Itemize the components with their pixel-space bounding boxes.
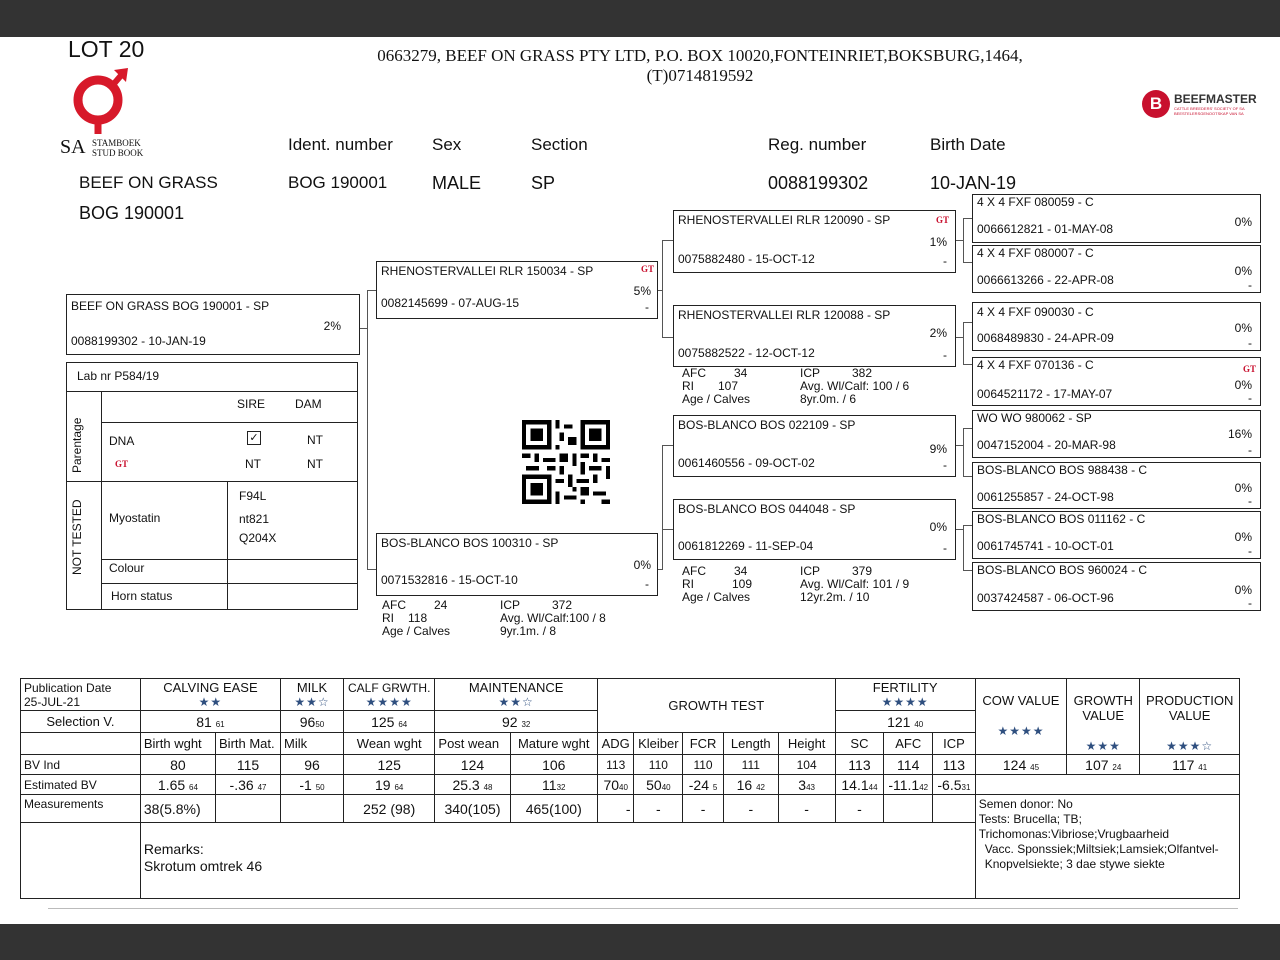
ggp7-name: BOS-BLANCO BOS 011162 - C xyxy=(977,512,1146,526)
pub-date-label: Publication Date xyxy=(24,680,112,695)
reg-label: Reg. number xyxy=(768,135,867,154)
connector xyxy=(662,445,663,570)
ebv-cell: -.36 xyxy=(229,776,254,793)
logo-stamboek: STAMBOEK xyxy=(92,138,141,148)
ebv-empty xyxy=(975,775,1239,795)
ebv-sub: 42 xyxy=(756,782,765,792)
pedigree-box-ggp1[interactable] xyxy=(972,194,1261,243)
ggp2-name: 4 X 4 FXF 080007 - C xyxy=(977,246,1094,260)
beefmaster-brand: BEEFMASTER xyxy=(1174,92,1257,106)
gp4-avg-wl: Avg. Wl/Calf: 101 / 9 xyxy=(800,577,910,591)
owner-name: BEEF ON GRASS xyxy=(79,173,218,192)
sel-milk: 96 xyxy=(299,713,316,730)
gp3-name: BOS-BLANCO BOS 022109 - SP xyxy=(678,418,856,432)
bv-cell: 113 xyxy=(835,755,884,775)
dam-name: BOS-BLANCO BOS 100310 - SP xyxy=(381,536,559,550)
pedigree-box-ggp4[interactable] xyxy=(972,357,1261,406)
dam-icp-label: ICP xyxy=(500,598,521,612)
logo-sa: SA xyxy=(60,136,86,158)
myostatin-q204x: Q204X xyxy=(239,531,277,545)
ggp1-name: 4 X 4 FXF 080059 - C xyxy=(977,195,1094,209)
meas-cell: 340(105) xyxy=(435,795,510,823)
semen-donor: Semen donor: No xyxy=(978,797,1073,811)
gp3-reg: 0061460556 - 09-OCT-02 xyxy=(678,456,815,470)
remarks-cell xyxy=(140,823,975,899)
bv-row xyxy=(21,755,1240,775)
ggp5-reg: 0047152004 - 20-MAR-98 xyxy=(977,438,1116,452)
meas-cell: 38(5.8%) xyxy=(140,795,215,823)
ebv-cell: -24 xyxy=(688,776,709,793)
col-birth-wght: Birth wght xyxy=(140,733,215,755)
bv-cell: 111 xyxy=(723,755,778,775)
ggp4-reg: 0064521172 - 17-MAY-07 xyxy=(977,387,1113,401)
tests-line2: Trichomonas:Vibriose;Vrugbaarheid xyxy=(978,827,1170,841)
bv-cow: 124 xyxy=(1002,756,1027,773)
bv-cell: 113 xyxy=(597,755,634,775)
meas-cell xyxy=(884,795,933,823)
beefmaster-b-icon: B xyxy=(1142,90,1170,118)
ggp6-pct: 0% xyxy=(1234,481,1252,495)
dam-afc: 24 xyxy=(434,598,448,612)
bv-cell: 110 xyxy=(683,755,724,775)
ggp5-name: WO WO 980062 - SP xyxy=(977,411,1092,425)
meas-cell: - xyxy=(683,795,724,823)
pedigree-box-ggp5[interactable] xyxy=(972,410,1261,458)
gp1-pct: 1% xyxy=(929,235,947,249)
bv-cell: 124 xyxy=(435,755,510,775)
vaccinations-line2: Knopvelsiekte; 3 dae stywe siekte xyxy=(984,857,1165,871)
bv-cell: 96 xyxy=(281,755,344,775)
ggp6-dash: - xyxy=(1248,494,1252,508)
gp1-reg: 0075882480 - 15-OCT-12 xyxy=(678,252,815,266)
bv-growth-sub: 24 xyxy=(1112,762,1122,772)
ebv-label: Estimated BV xyxy=(21,775,141,795)
sire-box[interactable] xyxy=(376,261,658,319)
bv-cell: 114 xyxy=(884,755,933,775)
pedigree-box-ggp3[interactable] xyxy=(972,302,1261,351)
gt-logo-icon: GT xyxy=(115,459,129,469)
gp4-name: BOS-BLANCO BOS 044048 - SP xyxy=(678,502,856,516)
calf-growth-header: CALF GRWTH. xyxy=(347,680,431,695)
gp4-afc: 34 xyxy=(734,564,748,578)
col-wean-wght: Wean wght xyxy=(343,733,434,755)
ggp2-dash: - xyxy=(1248,278,1252,292)
sel-calf: 125 xyxy=(371,713,395,730)
ebv-cell: 50 xyxy=(646,776,662,793)
subject-name: BEEF ON GRASS BOG 190001 - SP xyxy=(71,299,270,313)
gp2-afc: 34 xyxy=(734,366,748,380)
bv-prod-sub: 41 xyxy=(1198,762,1208,772)
gt-dam-value: NT xyxy=(307,457,323,471)
bv-prod: 117 xyxy=(1172,756,1195,773)
ident-label: Ident. number xyxy=(288,135,393,154)
remarks-gutter xyxy=(21,823,141,899)
growth-value-header: GROWTH VALUE xyxy=(1073,693,1133,723)
ebv-sub: 64 xyxy=(189,782,198,792)
bv-cell: 104 xyxy=(778,755,835,775)
ggp1-reg: 0066612821 - 01-MAY-08 xyxy=(977,222,1114,236)
ggp2-pct: 0% xyxy=(1234,264,1252,278)
bv-cell: 115 xyxy=(216,755,281,775)
subject-reg: 0088199302 - 10-JAN-19 xyxy=(71,334,206,348)
ebv-cell: -6.5 xyxy=(937,776,962,793)
meas-cell xyxy=(281,795,344,823)
cow-value-header: COW VALUE xyxy=(982,693,1060,708)
breeder-address xyxy=(330,46,1070,86)
selection-label: Selection V. xyxy=(21,711,141,733)
col-mature-wght: Mature wght xyxy=(510,733,597,755)
ggp2-reg: 0066613266 - 22-APR-08 xyxy=(977,273,1114,287)
lab-number: Lab nr P584/19 xyxy=(77,369,160,383)
connector xyxy=(662,337,673,338)
ggp3-pct: 0% xyxy=(1234,321,1252,335)
sel-calving-sub: 61 xyxy=(215,719,225,729)
gt-logo-icon: GT xyxy=(936,215,950,225)
ggp4-pct: 0% xyxy=(1234,378,1252,392)
cow-value-stars: ★★★★ xyxy=(997,724,1045,738)
dam-ri: 118 xyxy=(408,611,428,625)
sire-name: RHENOSTERVALLEI RLR 150034 - SP xyxy=(381,264,594,278)
footer-rule xyxy=(48,908,1238,909)
dam-reg: 0071532816 - 15-OCT-10 xyxy=(381,573,518,587)
ggp5-dash: - xyxy=(1248,443,1252,457)
bv-cell: 125 xyxy=(343,755,434,775)
ebv-sub: 42 xyxy=(919,782,929,792)
ggp8-pct: 0% xyxy=(1234,583,1252,597)
dam-age-calves: 9yr.1m. / 8 xyxy=(500,624,557,638)
growth-test-header: GROWTH TEST xyxy=(597,679,835,733)
gp2-age-calves-label: Age / Calves xyxy=(682,392,751,406)
meas-cell xyxy=(216,795,281,823)
col-kleiber: Kleiber xyxy=(634,733,683,755)
ggp8-name: BOS-BLANCO BOS 960024 - C xyxy=(977,563,1148,577)
qr-code xyxy=(522,420,610,509)
sel-calf-sub: 64 xyxy=(398,719,408,729)
ggp7-reg: 0061745741 - 10-OCT-01 xyxy=(977,539,1114,553)
dam-afc-label: AFC xyxy=(382,598,406,612)
production-value-header: PRODUCTION VALUE xyxy=(1145,693,1234,723)
sire-dash: - xyxy=(645,300,649,314)
gp2-icp: 382 xyxy=(852,366,873,380)
gp4-dash: - xyxy=(943,541,947,555)
beefmaster-tag1: CATTLE BREEDERS' SOCIETY OF SA xyxy=(1174,106,1245,111)
gp2-avg-wl: Avg. Wl/Calf: 100 / 6 xyxy=(800,379,910,393)
performance-table xyxy=(20,678,1240,899)
fertility-stars: ★★★★ xyxy=(881,694,929,709)
dam-avg-wl: Avg. Wl/Calf:100 / 8 xyxy=(500,611,606,625)
pedigree-box-ggp6[interactable] xyxy=(972,462,1261,509)
gp2-name: RHENOSTERVALLEI RLR 120088 - SP xyxy=(678,308,891,322)
ebv-cell: 11 xyxy=(542,776,557,793)
ebv-sub: 31 xyxy=(961,782,971,792)
sex-label: Sex xyxy=(432,135,462,154)
ebv-sub: 40 xyxy=(661,782,671,792)
empty-cell xyxy=(21,733,141,755)
sel-calving: 81 xyxy=(196,713,212,730)
connector xyxy=(367,290,368,570)
studbook-emblem-icon xyxy=(60,66,160,136)
qr-code-icon xyxy=(522,420,610,504)
ggp1-pct: 0% xyxy=(1234,215,1252,229)
ebv-cell: 1.65 xyxy=(157,776,186,793)
ggp8-reg: 0037424587 - 06-OCT-96 xyxy=(977,591,1114,605)
calving-ease-header: CALVING EASE xyxy=(163,679,258,695)
gp4-reg: 0061812269 - 11-SEP-04 xyxy=(678,539,814,553)
gp1-dash: - xyxy=(943,254,947,268)
ggp3-reg: 0068489830 - 24-APR-09 xyxy=(977,331,1114,345)
pedigree-box-gp4[interactable] xyxy=(673,499,956,560)
ident-value: BOG 190001 xyxy=(288,173,388,192)
gt-logo-icon: GT xyxy=(641,264,655,274)
section-value: SP xyxy=(531,173,556,193)
ggp4-dash: - xyxy=(1248,391,1252,405)
animal-name: BOG 190001 xyxy=(79,203,185,223)
bv-cell: 113 xyxy=(933,755,976,775)
lab-box xyxy=(66,362,358,610)
ebv-sub: 40 xyxy=(619,782,628,792)
ebv-cell: 14.1 xyxy=(841,776,869,793)
parentage-label: Parentage xyxy=(70,417,84,473)
pedigree-box-gp2[interactable] xyxy=(673,305,956,367)
meas-cell: - xyxy=(723,795,778,823)
calf-stars: ★★★★ xyxy=(365,694,413,709)
ebv-sub: 5 xyxy=(712,782,718,792)
bv-cell: 106 xyxy=(510,755,597,775)
ggp8-dash: - xyxy=(1248,596,1252,610)
subject-pct: 2% xyxy=(323,319,341,333)
lot-number: LOT 20 xyxy=(68,36,145,62)
col-length: Length xyxy=(723,733,778,755)
ggp5-pct: 16% xyxy=(1227,427,1252,441)
meas-cell: - xyxy=(597,795,634,823)
connector xyxy=(662,529,673,530)
ggp3-dash: - xyxy=(1248,336,1252,350)
ggp3-name: 4 X 4 FXF 090030 - C xyxy=(977,305,1094,319)
gp2-ri-label: RI xyxy=(682,379,694,393)
birth-label: Birth Date xyxy=(930,135,1006,154)
measurements-label: Measurements xyxy=(21,795,141,823)
pedigree-box-ggp7[interactable] xyxy=(972,511,1261,559)
col-afc: AFC xyxy=(884,733,933,755)
gp2-icp-label: ICP xyxy=(800,366,821,380)
gp4-age-calves: 12yr.2m. / 10 xyxy=(800,590,870,604)
address-line1: 0663279, BEEF ON GRASS PTY LTD, P.O. BOX 10020,FONTEINRIET,BOKSBURG,1464, xyxy=(377,46,1023,65)
beefmaster-tag2: BEESTELERSGENOOTSKAP VAN SA xyxy=(1174,111,1244,116)
lab-sire-header: SIRE xyxy=(237,397,266,411)
logo-studbook: STUD BOOK xyxy=(92,148,144,158)
meas-cell: 465(100) xyxy=(510,795,597,823)
bv-cow-sub: 45 xyxy=(1030,762,1040,772)
gp2-ri: 107 xyxy=(718,379,739,393)
myostatin-f94l: F94L xyxy=(239,489,267,503)
dam-pct: 0% xyxy=(633,558,651,572)
meas-cell: - xyxy=(634,795,683,823)
milk-stars: ★★☆ xyxy=(294,694,330,709)
col-milk: Milk xyxy=(281,733,344,755)
ebv-sub: 64 xyxy=(394,782,404,792)
myostatin-nt821: nt821 xyxy=(239,512,270,526)
col-birth-mat: Birth Mat. xyxy=(216,733,281,755)
beefmaster-logo xyxy=(1142,88,1270,120)
vaccinations: Vacc. Sponssiek;Miltsiek;Lamsiek;Olfantvel- xyxy=(984,842,1219,856)
pedigree-box-gp3[interactable] xyxy=(673,415,956,477)
ebv-sub: 50 xyxy=(315,782,325,792)
milk-header: MILK xyxy=(296,679,328,695)
connector xyxy=(963,525,964,571)
connector xyxy=(367,569,376,570)
bv-growth: 107 xyxy=(1085,756,1109,773)
subject-box[interactable] xyxy=(66,294,360,355)
ebv-sub: 48 xyxy=(483,782,493,792)
gp2-pct: 2% xyxy=(929,326,947,340)
myostatin-label: Myostatin xyxy=(109,511,161,525)
ggp6-reg: 0061255857 - 24-OCT-98 xyxy=(977,490,1114,504)
gp4-pct: 0% xyxy=(929,520,947,534)
gp4-icp: 379 xyxy=(852,564,873,578)
connector xyxy=(963,428,964,476)
gp3-dash: - xyxy=(943,458,947,472)
sire-pct: 5% xyxy=(633,284,651,298)
col-sc: SC xyxy=(835,733,884,755)
dna-sire-check-icon: ✓ xyxy=(247,431,261,445)
ebv-sub: 32 xyxy=(556,782,566,792)
remarks-label: Remarks: xyxy=(143,841,204,857)
top-bar xyxy=(0,0,1280,37)
bv-cell: 110 xyxy=(634,755,683,775)
ggp7-pct: 0% xyxy=(1234,530,1252,544)
sex-value: MALE xyxy=(432,173,482,193)
connector xyxy=(662,240,673,241)
meas-cell: 252 (98) xyxy=(343,795,434,823)
ebv-cell: 3 xyxy=(798,776,807,793)
gp2-age-calves: 8yr.0m. / 6 xyxy=(800,392,857,406)
notes-cell xyxy=(975,795,1239,899)
lab-dam-header: DAM xyxy=(295,397,322,411)
not-tested-label: NOT TESTED xyxy=(70,499,84,575)
horn-status-label: Horn status xyxy=(111,589,173,603)
dna-dam-value: NT xyxy=(307,433,323,447)
pub-date: 25-JUL-21 xyxy=(24,694,81,709)
gt-logo-icon: GT xyxy=(1243,364,1257,374)
sel-maint: 92 xyxy=(501,713,518,730)
table-header-row xyxy=(21,679,1240,711)
maintenance-stars: ★★☆ xyxy=(498,694,534,709)
bottom-bar xyxy=(0,924,1280,960)
tests: Tests: Brucella; TB; xyxy=(978,812,1082,826)
gp4-ri: 109 xyxy=(732,577,753,591)
sel-maint-sub: 32 xyxy=(521,719,531,729)
dam-ri-label: RI xyxy=(382,611,394,625)
connector xyxy=(367,290,376,291)
meas-cell xyxy=(933,795,976,823)
measurements-row xyxy=(21,795,1240,823)
col-height: Height xyxy=(778,733,835,755)
pedigree-box-ggp8[interactable] xyxy=(972,562,1261,611)
pedigree-box-ggp2[interactable] xyxy=(972,245,1261,293)
meas-cell: - xyxy=(778,795,835,823)
connector xyxy=(963,218,964,262)
calving-stars: ★★ xyxy=(198,694,223,709)
connector xyxy=(963,322,964,364)
dna-label: DNA xyxy=(109,434,135,448)
ggp6-name: BOS-BLANCO BOS 988438 - C xyxy=(977,463,1148,477)
ebv-sub: 44 xyxy=(868,782,878,792)
ebv-cell: 25.3 xyxy=(452,776,480,793)
ebv-sub: 47 xyxy=(257,782,267,792)
section-label: Section xyxy=(531,135,588,154)
address-line2: (T)0714819592 xyxy=(646,66,754,85)
gp4-icp-label: ICP xyxy=(800,564,821,578)
dam-icp: 372 xyxy=(552,598,573,612)
production-value-stars: ★★★☆ xyxy=(1166,739,1214,753)
ebv-cell: -1 xyxy=(299,776,312,793)
fertility-header: FERTILITY xyxy=(872,679,938,695)
growth-value-stars: ★★★ xyxy=(1085,739,1121,753)
gp4-age-calves-label: Age / Calves xyxy=(682,590,751,604)
colour-label: Colour xyxy=(109,561,145,575)
dam-box[interactable] xyxy=(376,533,658,596)
dam-age-calves-label: Age / Calves xyxy=(382,624,451,638)
connector xyxy=(662,240,663,338)
col-post-wean: Post wean xyxy=(435,733,510,755)
gp2-afc-label: AFC xyxy=(682,366,706,380)
birth-value: 10-JAN-19 xyxy=(930,173,1017,193)
ebv-sub: 43 xyxy=(806,782,815,792)
gt-sire-value: NT xyxy=(245,457,261,471)
gp2-reg: 0075882522 - 12-OCT-12 xyxy=(678,346,815,360)
gp2-dash: - xyxy=(943,348,947,362)
ggp7-dash: - xyxy=(1248,544,1252,558)
sel-milk-sub: 50 xyxy=(315,719,325,729)
dam-dash: - xyxy=(645,577,649,591)
ebv-row xyxy=(21,775,1240,795)
col-fcr: FCR xyxy=(683,733,724,755)
ggp4-name: 4 X 4 FXF 070136 - C xyxy=(977,358,1094,372)
bv-label: BV Ind xyxy=(21,755,141,775)
sire-reg: 0082145699 - 07-AUG-15 xyxy=(381,296,520,310)
pedigree-box-gp1[interactable] xyxy=(673,210,956,273)
sel-fert-sub: 40 xyxy=(914,719,924,729)
ebv-cell: -11.1 xyxy=(888,776,920,793)
gp3-pct: 9% xyxy=(929,442,947,456)
gp4-afc-label: AFC xyxy=(682,564,706,578)
meas-cell: - xyxy=(835,795,884,823)
bv-cell: 80 xyxy=(140,755,215,775)
maintenance-header: MAINTENANCE xyxy=(468,679,564,695)
sel-fert: 121 xyxy=(887,713,911,730)
remarks-text: Skrotum omtrek 46 xyxy=(143,858,263,874)
connector xyxy=(662,445,673,446)
col-adg: ADG xyxy=(597,733,634,755)
reg-value: 0088199302 xyxy=(768,173,869,193)
col-icp: ICP xyxy=(933,733,976,755)
ebv-cell: 19 xyxy=(375,776,391,793)
ebv-cell: 70 xyxy=(603,776,620,793)
ebv-cell: 16 xyxy=(736,776,753,793)
gp1-name: RHENOSTERVALLEI RLR 120090 - SP xyxy=(678,213,891,227)
sa-studbook-logo xyxy=(60,66,160,162)
gp4-ri-label: RI xyxy=(682,577,694,591)
